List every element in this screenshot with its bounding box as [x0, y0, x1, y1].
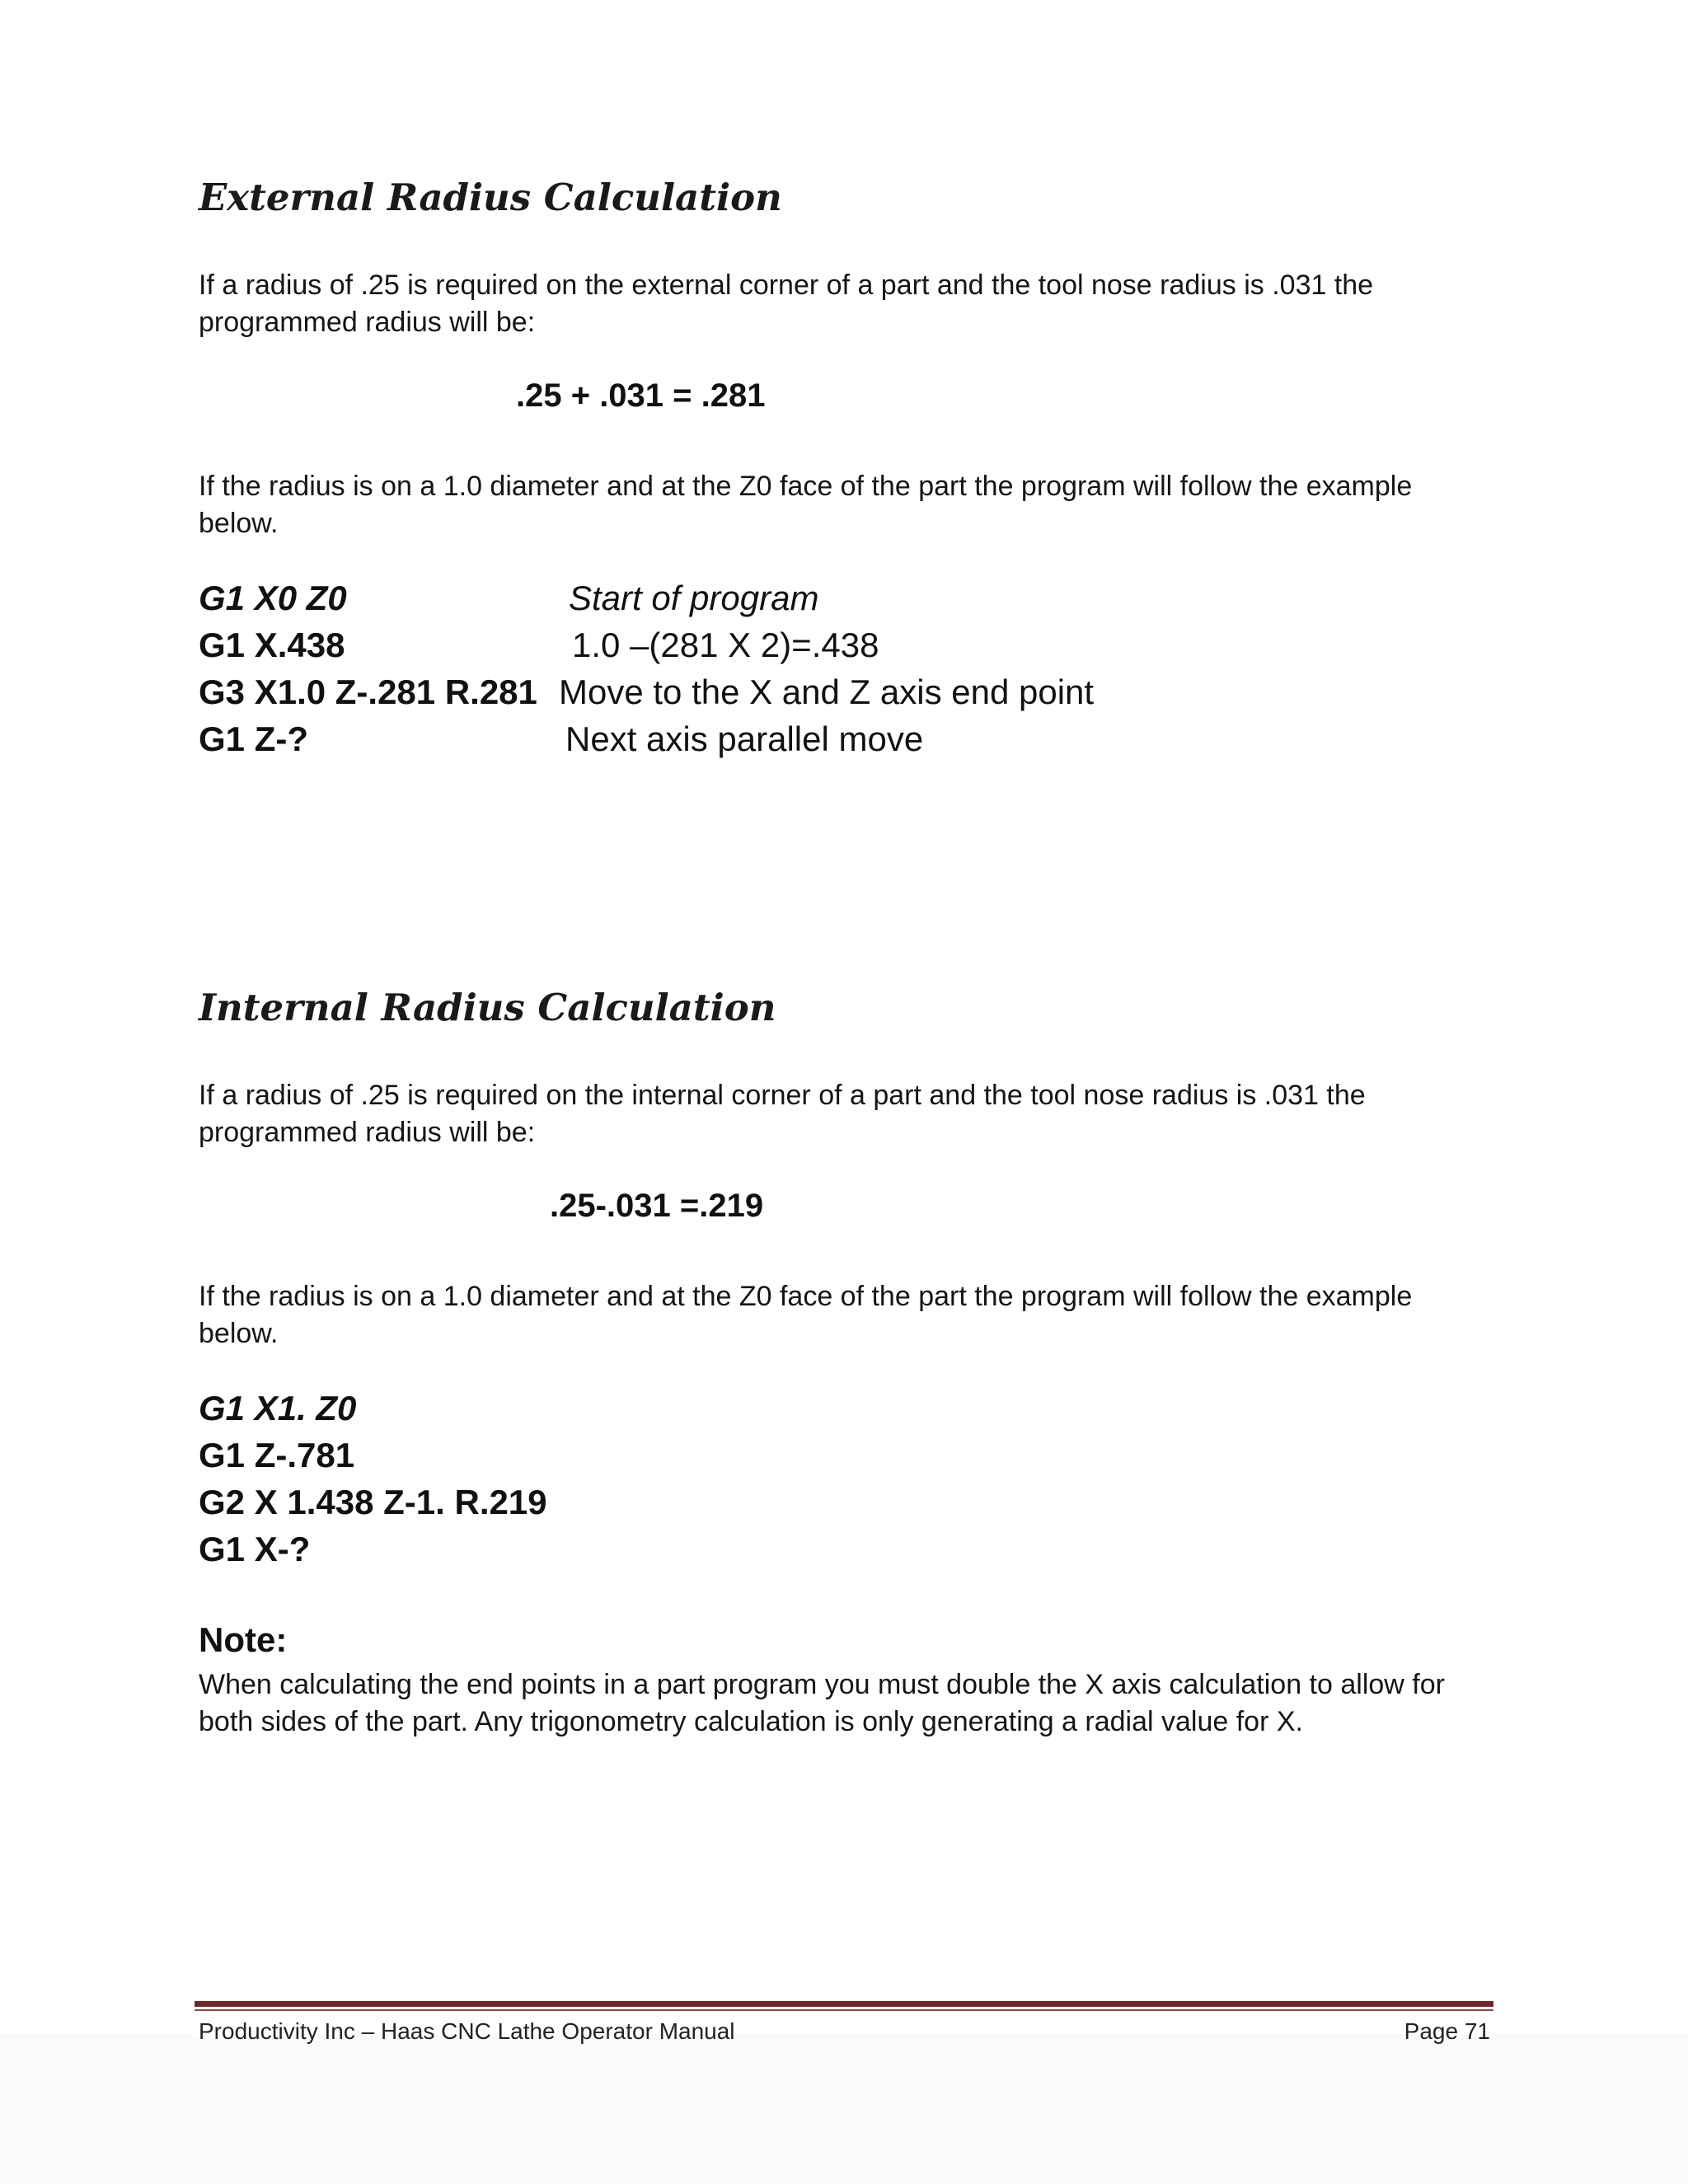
- external-intro-line-2: programmed radius will be:: [199, 307, 536, 338]
- footer-page-number: Page 71: [1404, 2018, 1490, 2044]
- note-line-1: When calculating the end points in a part program you must double the X axis calculation to allow for: [199, 1669, 1445, 1700]
- internal-follow-line-1: If the radius is on a 1.0 diameter and at the Z0 face of the part the program will follow the example: [199, 1281, 1413, 1312]
- internal-code-line-1: G1 X1. Z0: [199, 1389, 357, 1427]
- footer-background: [0, 2034, 1688, 2184]
- external-radius-heading: External Radius Calculation: [199, 176, 782, 219]
- external-code-line-3: G3 X1.0 Z-.281 R.281: [199, 673, 537, 711]
- internal-code-line-4: G1 X-?: [199, 1530, 311, 1568]
- external-follow-paragraph: [199, 468, 1484, 542]
- external-follow-line-1: If the radius is on a 1.0 diameter and at the Z0 face of the part the program will follow the example: [199, 471, 1413, 502]
- internal-follow-paragraph: [199, 1278, 1484, 1352]
- external-code-line-2: G1 X.438: [199, 626, 345, 664]
- external-desc-line-2: 1.0 –(281 X 2)=.438: [572, 626, 879, 664]
- external-desc-line-4: Next axis parallel move: [565, 719, 924, 758]
- external-intro-line-1: If a radius of .25 is required on the external corner of a part and the tool nose radius is .031 the: [199, 269, 1374, 301]
- internal-formula: .25-.031 =.219: [550, 1188, 764, 1224]
- footer-rule-thin: [195, 2009, 1493, 2011]
- internal-intro-line-2: programmed radius will be:: [199, 1117, 536, 1148]
- internal-intro-paragraph: [199, 1077, 1484, 1151]
- external-desc-line-1: Start of program: [569, 579, 819, 617]
- note-paragraph: [199, 1666, 1517, 1741]
- internal-radius-heading: Internal Radius Calculation: [199, 986, 776, 1029]
- internal-code-line-3: G2 X 1.438 Z-1. R.219: [199, 1483, 547, 1521]
- external-code-line-1: G1 X0 Z0: [199, 579, 347, 617]
- internal-follow-line-2: below.: [199, 1318, 279, 1349]
- external-code-line-4: G1 Z-?: [199, 719, 308, 758]
- footer-rule-thick: [195, 2001, 1493, 2007]
- footer-manual-title: Productivity Inc – Haas CNC Lathe Operator Manual: [199, 2018, 735, 2044]
- internal-code-line-2: G1 Z-.781: [199, 1436, 355, 1474]
- external-follow-line-2: below.: [199, 508, 279, 539]
- note-title: Note:: [199, 1620, 288, 1659]
- internal-intro-line-1: If a radius of .25 is required on the internal corner of a part and the tool nose radius is .031 the: [199, 1080, 1366, 1111]
- external-desc-line-3: Move to the X and Z axis end point: [559, 673, 1095, 711]
- note-line-2: both sides of the part. Any trigonometry calculation is only generating a radial value for X.: [199, 1706, 1303, 1737]
- external-formula: .25 + .031 = .281: [516, 377, 766, 414]
- external-intro-paragraph: [199, 267, 1484, 341]
